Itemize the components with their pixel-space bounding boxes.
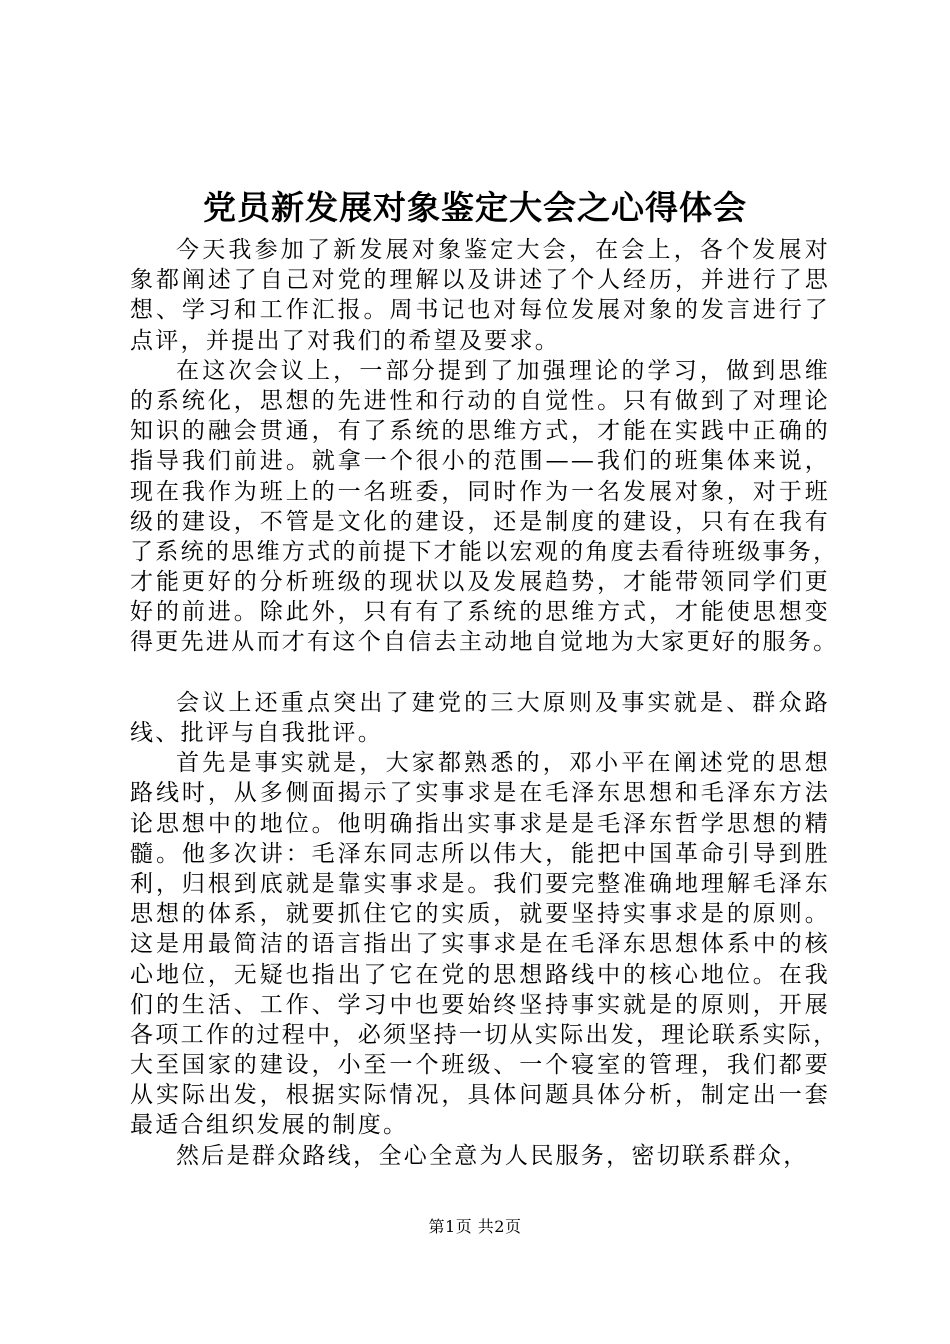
text-line: 髓。他多次讲：毛泽东同志所以伟大，能把中国革命引导到胜: [130, 840, 830, 867]
text-line: 线、批评与自我批评。: [130, 720, 383, 746]
document-title: 党员新发展对象鉴定大会之心得体会: [203, 188, 747, 227]
text-line: 最适合组织发展的制度。: [130, 1112, 409, 1139]
text-line: 各项工作的过程中，必须坚持一切从实际出发，理论联系实际，: [130, 1021, 839, 1048]
text-line: 指导我们前进。就拿一个很小的范围——我们的班集体来说，: [130, 448, 830, 475]
text-line: 心地位，无疑也指出了它在党的思想路线中的核心地位。在我: [130, 961, 830, 988]
text-line: 首先是事实就是，大家都熟悉的，邓小平在阐述党的思想: [176, 750, 830, 777]
text-line: 在这次会议上，一部分提到了加强理论的学习，做到思维: [176, 357, 830, 384]
text-line: 思想的体系，就要抓住它的实质，就要坚持实事求是的原则。: [130, 901, 830, 928]
text-line: 然后是群众路线，全心全意为人民服务，密切联系群众，: [176, 1142, 809, 1169]
text-line: 知识的融会贯通，有了系统的思维方式，才能在实践中正确的: [130, 418, 830, 445]
page-footer: 第1页 共2页: [428, 1217, 522, 1236]
text-line: 大至国家的建设，小至一个班级、一个寝室的管理，我们都要: [130, 1052, 830, 1079]
text-line: 点评，并提出了对我们的希望及要求。: [130, 327, 561, 354]
text-line: 这是用最简洁的语言指出了实事求是在毛泽东思想体系中的核: [130, 931, 830, 958]
text-line: 才能更好的分析班级的现状以及发展趋势，才能带领同学们更: [130, 569, 830, 596]
text-line: 路线时，从多侧面揭示了实事求是在毛泽东思想和毛泽东方法: [130, 780, 830, 807]
text-line: 想、学习和工作汇报。周书记也对每位发展对象的发言进行了: [130, 297, 830, 324]
text-line: 的系统化，思想的先进性和行动的自觉性。只有做到了对理论: [130, 387, 830, 414]
text-line: 级的建设，不管是文化的建设，还是制度的建设，只有在我有: [130, 508, 830, 535]
text-line: 象都阐述了自己对党的理解以及讲述了个人经历，并进行了思: [130, 267, 830, 294]
text-line: 今天我参加了新发展对象鉴定大会，在会上，各个发展对: [176, 237, 830, 263]
blank-line: [130, 658, 830, 688]
text-line: 论思想中的地位。他明确指出实事求是是毛泽东哲学思想的精: [130, 810, 830, 837]
text-line: 现在我作为班上的一名班委，同时作为一名发展对象，对于班: [130, 478, 830, 505]
text-line: 好的前进。除此外，只有有了系统的思维方式，才能使思想变: [130, 599, 830, 626]
document-body: [130, 235, 839, 1171]
text-line: 从实际出发，根据实际情况，具体问题具体分析，制定出一套: [130, 1082, 830, 1109]
text-line: 利，归根到底就是靠实事求是。我们要完整准确地理解毛泽东: [130, 870, 830, 897]
text-line: 们的生活、工作、学习中也要始终坚持事实就是的原则，开展: [130, 991, 830, 1018]
text-line: 得更先进从而才有这个自信去主动地自觉地为大家更好的服务。: [130, 629, 839, 656]
text-line: 了系统的思维方式的前提下才能以宏观的角度去看待班级事务，: [130, 538, 839, 565]
text-line: 会议上还重点突出了建党的三大原则及事实就是、群众路: [176, 689, 830, 716]
